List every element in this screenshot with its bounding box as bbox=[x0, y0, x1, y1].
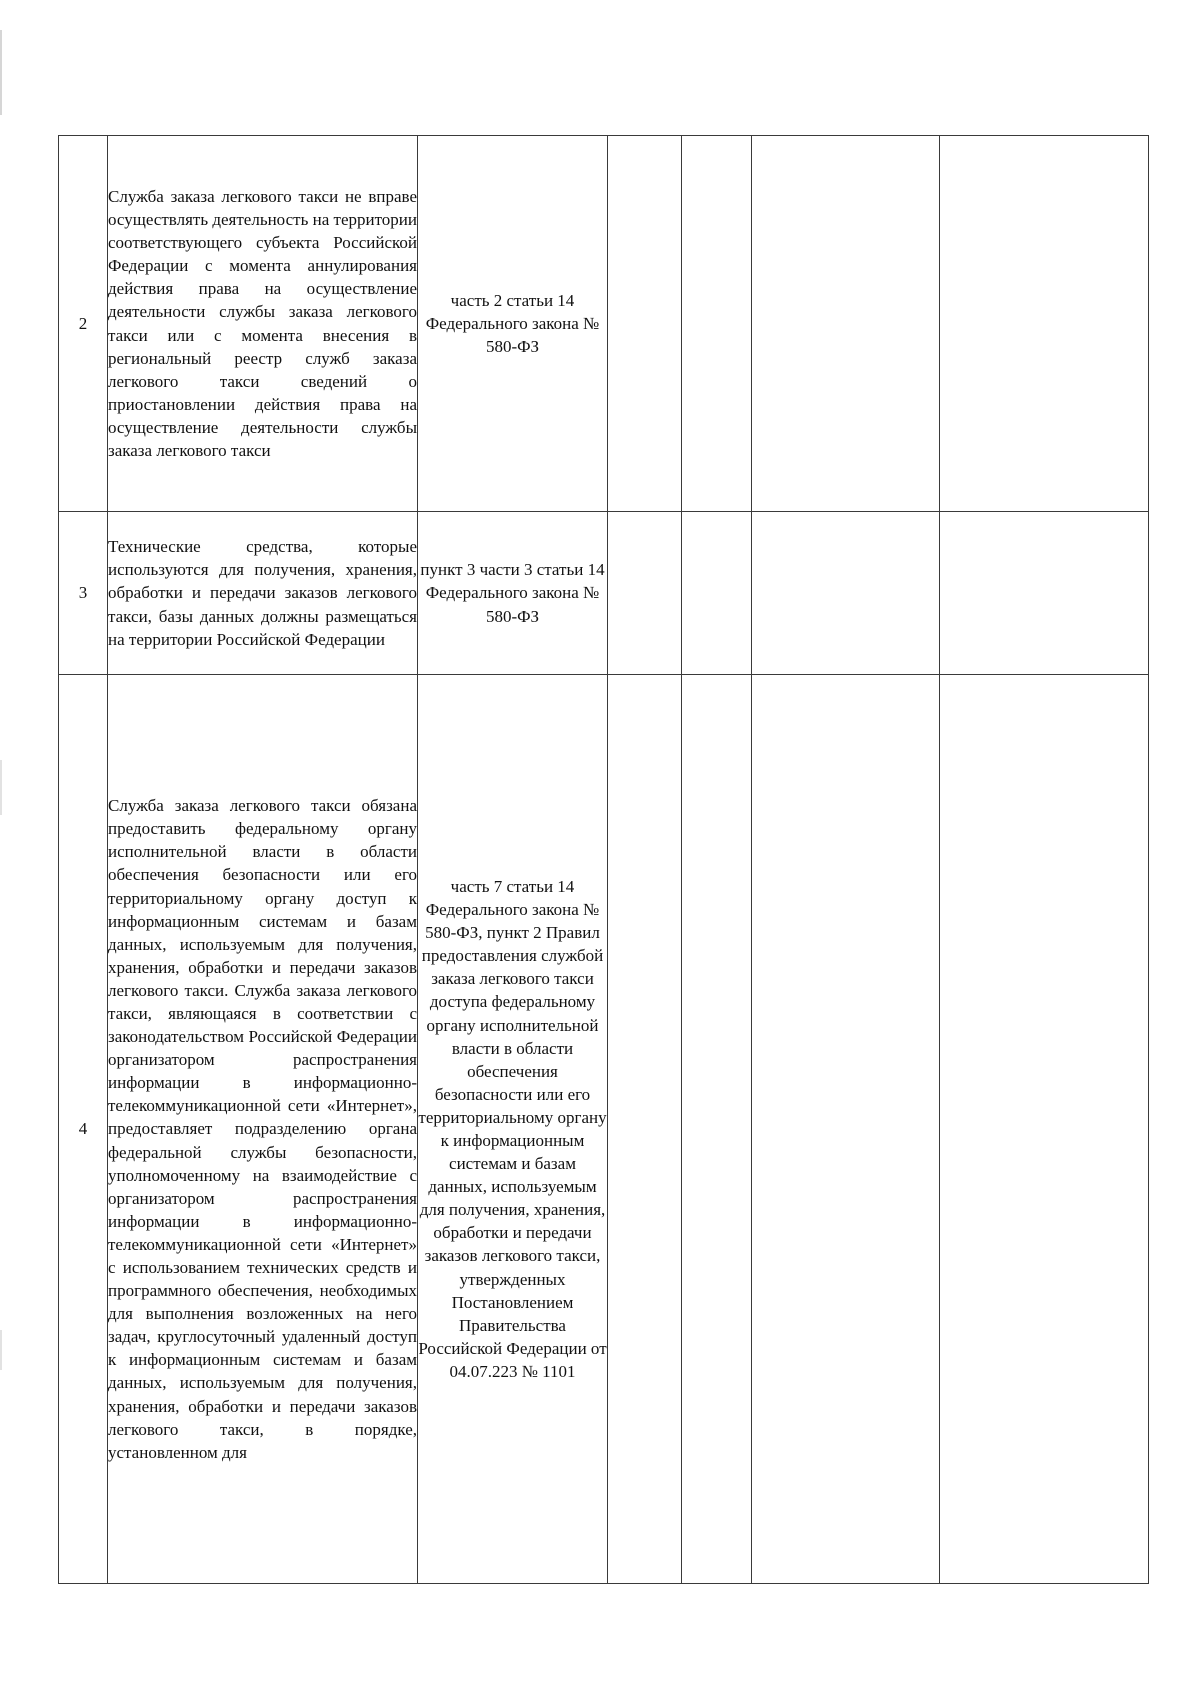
empty-cell bbox=[752, 136, 940, 512]
requirement-text: Технические средства, которые используются для получения, хранения, обработки и передачи заказов легкового такси, базы данных должны размещаться на территории Российской Федерации bbox=[108, 537, 417, 649]
legal-reference-cell: пункт 3 части 3 статьи 14 Федерального закона № 580-ФЗ bbox=[418, 512, 608, 675]
row-number: 2 bbox=[59, 136, 108, 512]
empty-cell bbox=[940, 136, 1149, 512]
requirement-cell bbox=[108, 512, 418, 675]
requirement-cell bbox=[108, 675, 418, 1584]
empty-cell bbox=[682, 512, 752, 675]
requirements-table bbox=[58, 135, 1149, 1584]
table-row bbox=[59, 675, 1149, 1584]
empty-cell bbox=[940, 512, 1149, 675]
legal-reference-cell: часть 7 статьи 14 Федерального закона № 580-ФЗ, пункт 2 Правил предоставления службой заказа легкового такси доступа федеральному органу исполнительной власти в области обеспечения безопасности или его территориальному органу к информационным системам и базам данных, используемым для получения, хранения, обработки и передачи заказов легкового такси, утвержденных Постановлением Правительства Российской Федерации от 04.07.223 № 1101 bbox=[418, 675, 608, 1584]
empty-cell bbox=[940, 675, 1149, 1584]
requirement-cell bbox=[108, 136, 418, 512]
row-number: 3 bbox=[59, 512, 108, 675]
empty-cell bbox=[608, 136, 682, 512]
table-row bbox=[59, 136, 1149, 512]
empty-cell bbox=[752, 512, 940, 675]
empty-cell bbox=[752, 675, 940, 1584]
requirement-text: Служба заказа легкового такси обязана предоставить федеральному органу исполнительной власти в области обеспечения безопасности или его территориальному органу доступ к информационным системам и базам данных, используемым для получения, хранения, обработки и передачи заказов легкового такси. Служба заказа легкового такси, являющаяся в соответствии с законодательством Российской Федерации организатором распространения информации в информационно-телекоммуникационной сети «Интернет», предоставляет подразделению органа федеральной службы безопасности, уполномоченному на взаимодействие с организатором распространения информации в информационно-телекоммуникационной сети «Интернет» с использованием технических средств и программного обеспечения, необходимых для выполнения возложенных на него задач, круглосуточный удаленный доступ к информационным системам и базам данных, используемым для получения, хранения, обработки и передачи заказов легкового такси, в порядке, установленном для bbox=[108, 796, 417, 1462]
scan-edge-mark bbox=[0, 30, 2, 115]
row-number: 4 bbox=[59, 675, 108, 1584]
requirement-text: Служба заказа легкового такси не вправе осуществлять деятельность на территории соответствующего субъекта Российской Федерации с момента аннулирования действия права на осуществление деятельности службы заказа легкового такси или с момента внесения в региональный реестр служб заказа легкового такси сведений о приостановлении действия права на осуществление деятельности службы заказа легкового такси bbox=[108, 186, 417, 460]
legal-reference-cell: часть 2 статьи 14 Федерального закона № 580-ФЗ bbox=[418, 136, 608, 512]
table-row bbox=[59, 512, 1149, 675]
empty-cell bbox=[608, 512, 682, 675]
scan-edge-mark bbox=[0, 1330, 2, 1370]
empty-cell bbox=[682, 675, 752, 1584]
empty-cell bbox=[682, 136, 752, 512]
empty-cell bbox=[608, 675, 682, 1584]
scan-edge-mark bbox=[0, 760, 2, 815]
